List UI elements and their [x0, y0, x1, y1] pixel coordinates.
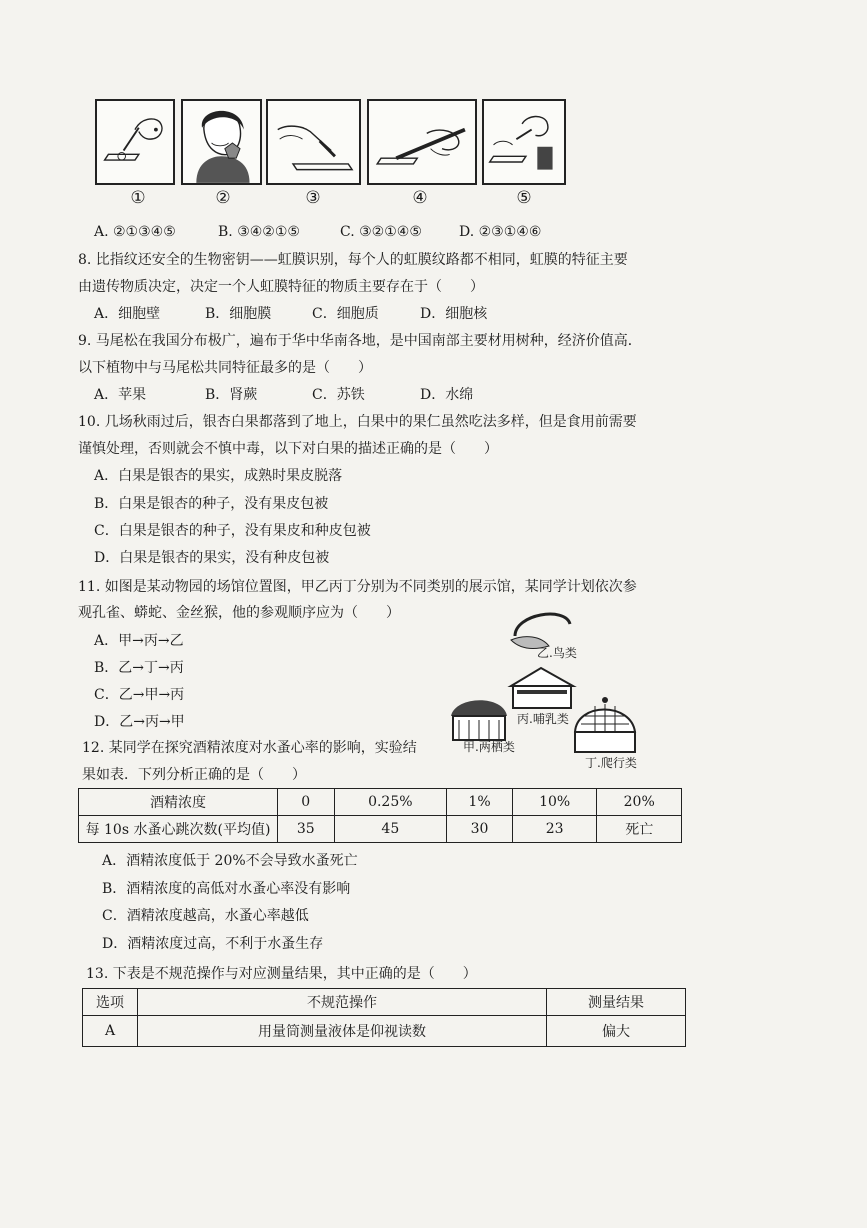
q13-stem: 13. 下表是不规范操作与对应测量结果，其中正确的是（ ） [86, 966, 477, 982]
table-cell: 每 10s 水蚤心跳次数(平均值) [79, 816, 278, 843]
q7-option-d: D. ②③①④⑥ [459, 224, 542, 240]
q8-option-d: D．细胞核 [420, 306, 488, 322]
q10-stem-line-2: 谨慎处理，否则就会不慎中毒，以下对白果的描述正确的是（ ） [78, 441, 498, 457]
q12-option-a: A．酒精浓度低于 20%不会导致水蚤死亡 [102, 853, 358, 869]
q8-option-a: A．细胞壁 [94, 306, 161, 322]
q8-option-b: B．细胞膜 [205, 306, 272, 322]
q11-option-d: D．乙→丙→甲 [94, 714, 185, 730]
table-header-row [79, 789, 682, 816]
q11-stem-line-2: 观孔雀、蟒蛇、金丝猴，他的参观顺序应为（ ） [78, 605, 400, 621]
q9-option-d: D．水绵 [420, 387, 474, 403]
q12-stem-line-1: 12. 某同学在探究酒精浓度对水蚤心率的影响，实验结 [82, 740, 417, 756]
q11-option-a: A．甲→丙→乙 [94, 633, 184, 649]
table-cell: 10% [512, 789, 597, 816]
step-image-2 [181, 99, 262, 185]
q12-option-b: B．酒精浓度的高低对水蚤心率没有影响 [102, 881, 351, 897]
table-cell: 用量筒测量液体是仰视读数 [138, 1016, 547, 1047]
table-cell: 1% [447, 789, 513, 816]
table-cell: 不规范操作 [138, 989, 547, 1016]
q10-stem-line-1: 10. 几场秋雨过后，银杏白果都落到了地上，白果中的果仁虽然吃法多样，但是食用前需要 [78, 414, 637, 430]
q12-data-table [78, 788, 682, 843]
q12-stem-line-2: 果如表．下列分析正确的是（ ） [82, 767, 306, 783]
q12-option-c: C．酒精浓度越高，水蚤心率越低 [102, 908, 309, 924]
table-cell: 死亡 [597, 816, 682, 843]
q7-option-c: C. ③②①④⑤ [340, 224, 422, 240]
q12-option-d: D．酒精浓度过高，不利于水蚤生存 [102, 936, 324, 952]
q8-stem-line-2: 由遗传物质决定，决定一个人虹膜特征的物质主要存在于（ ） [78, 279, 484, 295]
person-swab-icon [183, 101, 260, 183]
map-label-ding: 丁.爬行类 [585, 756, 637, 770]
step-image-3 [266, 99, 361, 185]
table-row [79, 816, 682, 843]
step-image-1 [95, 99, 175, 185]
zoo-map [445, 606, 680, 776]
q9-stem-line-2: 以下植物中与马尾松共同特征最多的是（ ） [78, 360, 372, 376]
step-image-4 [367, 99, 477, 185]
q9-stem-line-1: 9. 马尾松在我国分布极广，遍布于华中华南各地，是中国南部主要材用树种，经济价值高． [78, 333, 642, 349]
step-number-3: ③ [305, 188, 321, 208]
map-label-jia: 甲.两栖类 [463, 740, 515, 754]
q9-option-c: C．苏铁 [312, 387, 365, 403]
q13-table [82, 988, 686, 1047]
q10-option-d: D．白果是银杏的果实，没有种皮包被 [94, 550, 330, 566]
q7-option-a: A. ②①③④⑤ [94, 224, 176, 240]
table-cell: 35 [278, 816, 335, 843]
q8-option-c: C．细胞质 [312, 306, 379, 322]
table-cell: 0 [278, 789, 335, 816]
table-cell: 45 [334, 816, 447, 843]
table-header-row [83, 989, 686, 1016]
q11-option-b: B．乙→丁→丙 [94, 660, 184, 676]
q8-stem-line-1: 8. 比指纹还安全的生物密钥——虹膜识别，每个人的虹膜纹路都不相同，虹膜的特征主要 [78, 252, 628, 268]
table-cell: 0.25% [334, 789, 447, 816]
table-cell: 选项 [83, 989, 138, 1016]
q9-option-a: A．苹果 [94, 387, 147, 403]
q11-option-c: C．乙→甲→丙 [94, 687, 185, 703]
map-label-yi: 乙.鸟类 [537, 646, 577, 660]
hand-stain-icon [484, 101, 564, 183]
hand-dropper-icon [97, 101, 173, 183]
q10-option-c: C．白果是银杏的种子，没有果皮和种皮包被 [94, 523, 371, 539]
q7-option-b: B. ③④②①⑤ [218, 224, 300, 240]
q10-option-a: A．白果是银杏的果实，成熟时果皮脱落 [94, 468, 343, 484]
table-cell: 测量结果 [547, 989, 686, 1016]
map-label-bing: 丙.哺乳类 [517, 712, 569, 726]
hand-pipette-icon [369, 101, 475, 183]
table-cell: 30 [447, 816, 513, 843]
hand-slide-icon [268, 101, 359, 183]
table-cell: A [83, 1016, 138, 1047]
q9-option-b: B．肾蕨 [205, 387, 258, 403]
step-number-2: ② [215, 188, 231, 208]
q11-stem-line-1: 11. 如图是某动物园的场馆位置图，甲乙丙丁分别为不同类别的展示馆，某同学计划依次参 [78, 579, 637, 595]
q10-option-b: B．白果是银杏的种子，没有果皮包被 [94, 496, 329, 512]
step-number-4: ④ [412, 188, 428, 208]
step-number-1: ① [130, 188, 146, 208]
table-cell: 偏大 [547, 1016, 686, 1047]
table-row [83, 1016, 686, 1047]
table-cell: 酒精浓度 [79, 789, 278, 816]
table-cell: 23 [512, 816, 597, 843]
step-number-5: ⑤ [516, 188, 532, 208]
table-cell: 20% [597, 789, 682, 816]
step-image-5 [482, 99, 566, 185]
